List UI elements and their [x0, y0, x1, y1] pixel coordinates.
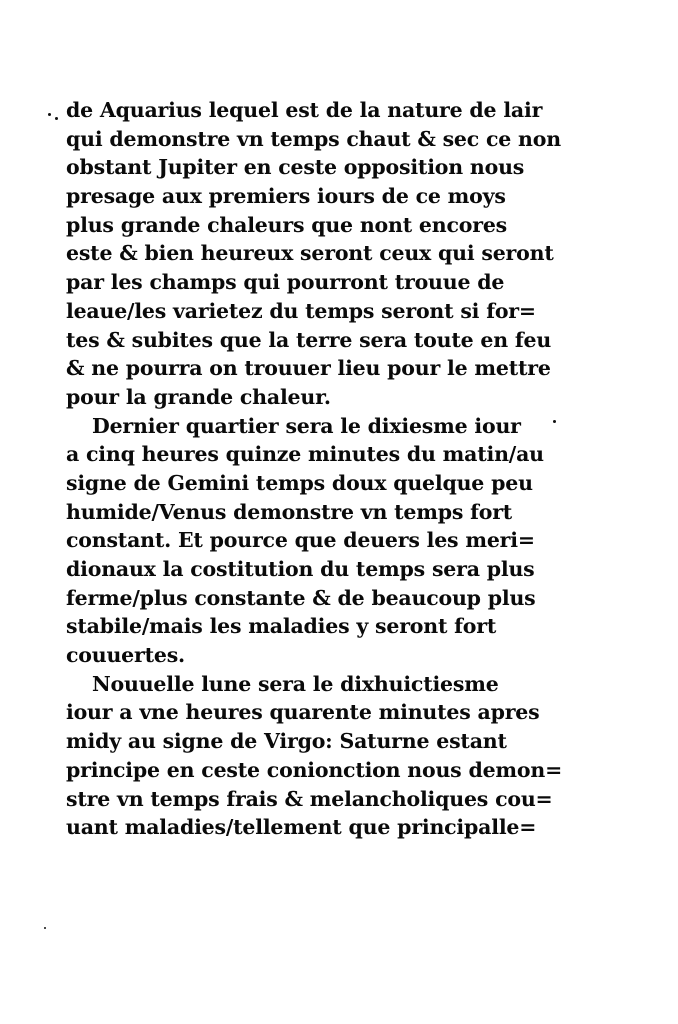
text-line: humide/Venus demonstre vn temps fort [66, 499, 513, 524]
text-line: plus grande chaleurs que nont encores [66, 212, 508, 237]
text-line: de Aquarius lequel est de la nature de lair [66, 98, 543, 122]
text-line: signe de Gemini temps doux quelque peu [66, 470, 533, 495]
text-line: par les champs qui pourront trouue de [66, 270, 505, 295]
body-text [40, 96, 600, 842]
text-line: uant maladies/tellement que principalle= [66, 815, 537, 840]
text-line: a cinq heures quinze minutes du matin/au [66, 442, 544, 467]
text-line: iour a vne heures quarente minutes apres [66, 700, 540, 725]
text-line: tes & subites que la terre sera toute en feu [66, 327, 552, 352]
text-line: constant. Et pource que deuers les meri= [66, 528, 535, 553]
text-line: presage aux premiers iours de ce moys [66, 184, 506, 209]
text-line: pour la grande chaleur. [66, 384, 331, 409]
text-line: couuertes. [66, 643, 185, 668]
text-line: principe en ceste conionction nous demon= [66, 757, 563, 782]
text-line: leaue/les varietez du temps seront si for= [66, 298, 536, 323]
ink-speck [44, 927, 46, 929]
paragraph-start-line: Dernier quartier sera le dixiesme iour [92, 413, 521, 438]
text-line: & ne pourra on trouuer lieu pour le mettre [66, 356, 551, 381]
text-line: este & bien heureux seront ceux qui seront [66, 241, 554, 266]
text-line: dionaux la costitution du temps sera plus [66, 557, 535, 581]
text-line: ferme/plus constante & de beaucoup plus [66, 585, 536, 610]
text-line: obstant Jupiter en ceste opposition nous [66, 155, 525, 180]
paragraph-start-line: Nouuelle lune sera le dixhuictiesme [92, 671, 499, 696]
text-line: stabile/mais les maladies y seront fort [66, 614, 497, 639]
text-line: stre vn temps frais & melancholiques cou= [66, 786, 553, 811]
text-line: midy au signe de Virgo: Saturne estant [66, 729, 507, 754]
text-line: qui demonstre vn temps chaut & sec ce non [66, 126, 561, 151]
